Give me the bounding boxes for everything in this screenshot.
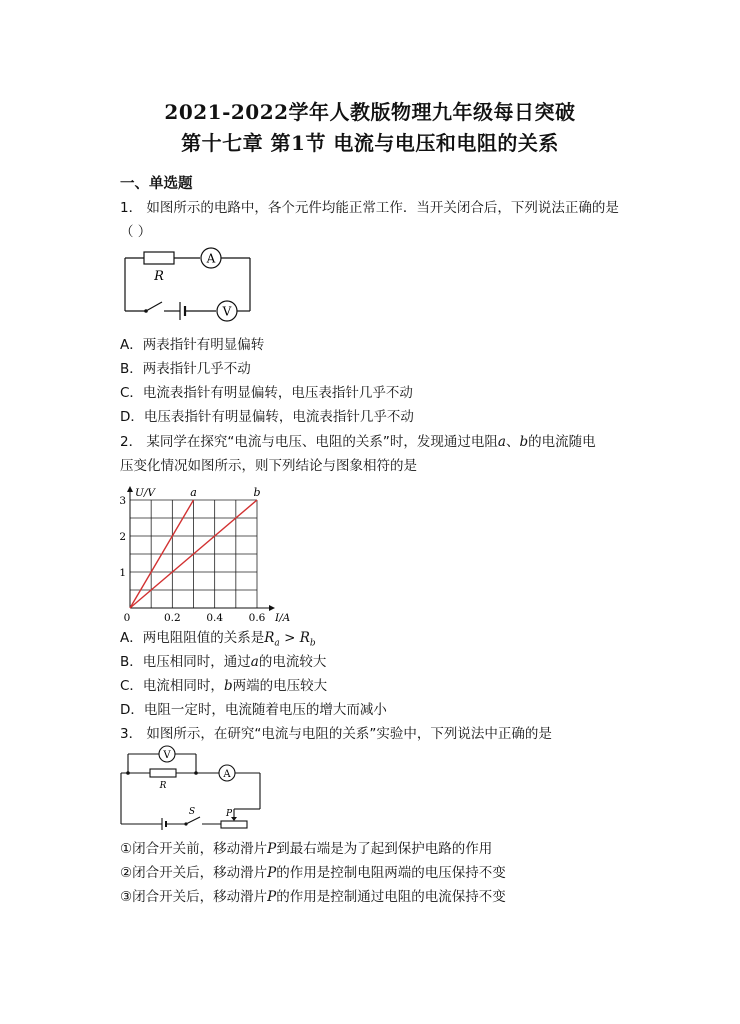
q3-statement-2-pre: ②闭合开关后，移动滑片 [120,865,268,881]
q3-stem: 3． 如图所示，在研究“电流与电阻的关系”实验中，下列说法中正确的是 [120,726,552,742]
series-label-a: a [190,486,197,499]
q2-option-c-b: b [223,678,233,694]
q2-option-d: D．电阻一定时，电流随着电压的增大而减小 [120,702,387,718]
q3-switch-label: S [188,807,196,817]
q2-stem-sep: 、 [505,434,520,450]
q3-statement-3 [120,885,506,905]
q2-option-a-rb-sub: b [309,638,316,649]
section-heading: 一、单选题 [120,176,193,192]
q3-statement-3-pre: ③闭合开关后，移动滑片 [120,889,268,905]
q1-stem: 1． 如图所示的电路中，各个元件均能正常工作．当开关闭合后，下列说法正确的是（ ） [120,200,619,240]
q2-option-a-ra-sub: a [274,638,280,649]
x-tick-label: 0.6 [248,612,266,624]
series-label-b: b [253,486,261,499]
y-axis-arrow-icon [127,486,133,492]
y-tick-label: 1 [119,567,126,579]
q3-ammeter-label: A [223,769,231,780]
q3-statement-1-p: P [267,841,277,857]
q2-option-b-post: 的电流较大 [258,654,327,670]
switch-pivot [144,309,148,313]
q2-option-c [120,674,327,694]
q3-statement-1-pre: ①闭合开关前，移动滑片 [120,841,268,857]
q2-option-b-a: a [250,654,259,670]
q2-option-a-text: A．两电阻阻值的关系是 [120,630,265,646]
junction-dot-left [126,771,130,775]
document-title-line2: 第十七章 第1节 电流与电压和电阻的关系 [181,131,559,155]
q1-circuit-diagram [120,244,255,329]
q2-option-a-ra: R [264,630,275,646]
q2-option-a-gt: > [279,630,300,646]
q3-voltmeter-label: V [163,750,171,761]
origin-label: 0 [123,612,131,624]
q2-option-a [120,626,316,649]
q3-statement-2-post: 的作用是控制电阻两端的电压保持不变 [276,865,506,881]
q2-ui-graph [114,476,291,624]
document-title-line1: 2021-2022学年人教版物理九年级每日突破 [164,100,576,124]
switch-pivot [184,822,187,825]
q1-voltmeter-label: V [222,304,232,319]
q2-stem-text-pre: 2． 某同学在探究“电流与电压、电阻的关系”时，发现通过电阻 [120,434,498,450]
q1-option-c: C．电流表指针有明显偏转，电压表指针几乎不动 [120,385,413,401]
x-tick-label: 0.2 [163,612,181,624]
q3-statement-2 [120,861,506,881]
q3-statement-1-post: 到最右端是为了起到保护电路的作用 [276,841,493,857]
q3-statement-3-p: P [267,889,277,905]
q1-ammeter-label: A [206,251,216,266]
q2-stem-a: a [497,434,506,450]
x-tick-label: 0.4 [206,612,224,624]
junction-dot-right [194,771,198,775]
q2-stem-text-post: 的电流随电 [528,434,596,450]
q3-statement-2-p: P [267,865,277,881]
q3-statement-1 [120,837,492,857]
q3-circuit-diagram [116,741,266,833]
y-tick-label: 2 [119,531,126,543]
q3-statement-3-post: 的作用是控制通过电阻的电流保持不变 [276,889,506,905]
q3-slider-label: P [225,809,233,819]
y-tick-label: 3 [119,495,126,507]
q1-option-a: A．两表指针有明显偏转 [120,337,265,353]
q2-option-b-text: B．电压相同时，通过 [120,654,251,670]
q2-stem-b: b [519,434,529,450]
q1-option-d: D．电压表指针有明显偏转，电流表指针几乎不动 [120,409,414,425]
q2-stem-line1 [120,430,596,450]
q2-stem-line2: 压变化情况如图所示，则下列结论与图象相符的是 [120,458,417,474]
q1-option-b: B．两表指针几乎不动 [120,361,251,377]
q2-option-c-post: 两端的电压较大 [232,678,328,694]
q2-option-c-text: C．电流相同时， [120,678,224,694]
q1-resistor-label: R [154,269,164,284]
x-axis-label: I/A [275,612,291,624]
q2-option-a-rb: R [299,630,310,646]
chart-labels [119,486,290,624]
x-axis-arrow-icon [269,605,275,611]
q2-option-b [120,650,326,670]
q3-resistor-label: R [159,781,167,791]
y-axis-label: U/V [135,487,155,499]
